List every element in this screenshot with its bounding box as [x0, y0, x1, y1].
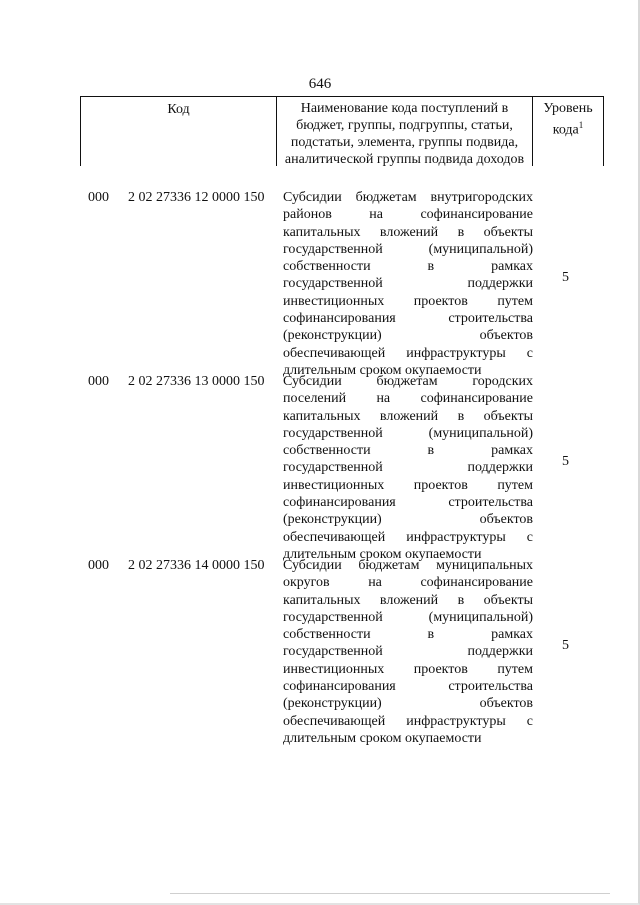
row-name	[283, 373, 533, 563]
row-name-line: софинансирования строительства	[283, 679, 533, 695]
row-name-line: Субсидии бюджетам муниципальных	[283, 558, 533, 573]
header-level-footnote: 1	[578, 120, 584, 130]
row-admin-code: 000	[88, 190, 109, 205]
header-name-line: бюджет, группы, подгруппы, статьи,	[296, 118, 513, 133]
row-name-line: Субсидии бюджетам городских	[283, 374, 533, 389]
header-level-word: кода	[552, 122, 579, 138]
row-name-line: капитальных вложений в объекты	[283, 224, 533, 240]
row-name-line: собственности в рамках	[283, 627, 533, 643]
row-name	[283, 557, 533, 747]
scan-artifact	[170, 893, 610, 894]
row-name-line: собственности в рамках	[283, 443, 533, 459]
row-name-line: (реконструкции) объектов	[283, 328, 533, 344]
row-revenue-code: 2 02 27336 12 0000 150	[128, 190, 265, 205]
row-name-line: собственности в рамках	[283, 259, 533, 275]
row-name-line: государственной (муниципальной)	[283, 241, 533, 257]
row-name-line: инвестиционных проектов путем	[283, 477, 533, 493]
row-name-line: длительным сроком окупаемости	[283, 362, 482, 378]
table-header	[80, 96, 604, 166]
row-name-line: обеспечивающей инфраструктуры с	[283, 529, 533, 545]
row-level: 5	[562, 270, 569, 285]
row-name-line: инвестиционных проектов путем	[283, 293, 533, 309]
row-name-line: капитальных вложений в объекты	[283, 408, 533, 424]
row-name-line: инвестиционных проектов путем	[283, 661, 533, 677]
row-name-line: государственной поддержки	[283, 460, 533, 476]
header-name-line: аналитической группы подвида доходов	[284, 152, 525, 167]
row-name-line: государственной (муниципальной)	[283, 425, 533, 441]
row-name-line: (реконструкции) объектов	[283, 512, 533, 528]
header-name	[277, 97, 533, 166]
header-name-line: подстатьи, элемента, группы подвида,	[290, 135, 519, 150]
row-name-line: длительным сроком окупаемости	[283, 730, 482, 746]
page-number: 646	[308, 76, 332, 92]
row-name	[283, 189, 533, 379]
header-name-line: Наименование кода поступлений в	[300, 101, 509, 116]
row-admin-code: 000	[88, 558, 109, 573]
header-code: Код	[81, 97, 277, 166]
row-admin-code: 000	[88, 374, 109, 389]
row-name-line: районов на софинансирование	[283, 207, 533, 223]
header-level-line	[533, 117, 603, 139]
row-name-line: Субсидии бюджетам внутригородских	[283, 190, 533, 205]
header-level	[533, 97, 603, 166]
row-revenue-code: 2 02 27336 13 0000 150	[128, 374, 265, 389]
row-name-line: (реконструкции) объектов	[283, 696, 533, 712]
header-level-line: Уровень	[543, 101, 593, 116]
row-name-line: государственной поддержки	[283, 276, 533, 292]
row-name-line: обеспечивающей инфраструктуры с	[283, 713, 533, 729]
row-name-line: государственной поддержки	[283, 644, 533, 660]
row-name-line: длительным сроком окупаемости	[283, 546, 482, 562]
row-level: 5	[562, 638, 569, 653]
row-level: 5	[562, 454, 569, 469]
row-name-line: поселений на софинансирование	[283, 391, 533, 407]
row-name-line: софинансирования строительства	[283, 311, 533, 327]
row-name-line: государственной (муниципальной)	[283, 609, 533, 625]
row-name-line: обеспечивающей инфраструктуры с	[283, 345, 533, 361]
row-name-line: округов на софинансирование	[283, 575, 533, 591]
row-name-line: капитальных вложений в объекты	[283, 592, 533, 608]
row-name-line: софинансирования строительства	[283, 495, 533, 511]
row-revenue-code: 2 02 27336 14 0000 150	[128, 558, 265, 573]
